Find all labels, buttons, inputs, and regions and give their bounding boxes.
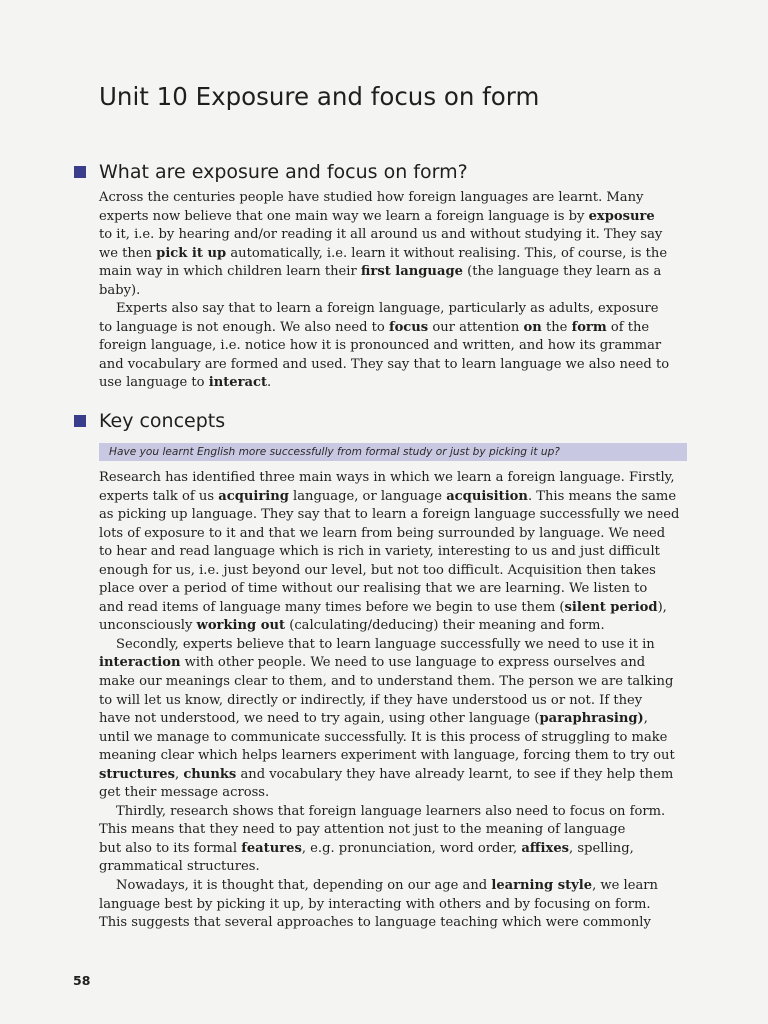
text-run: , we learn [592, 878, 658, 894]
key-term: learning style [491, 878, 593, 894]
text-line [99, 896, 679, 915]
text-run: Experts also say that to learn a foreign language, particularly as adults, exposure [116, 301, 659, 317]
text-line [99, 226, 679, 245]
text-run: the [541, 319, 572, 335]
text-run: This suggests that several approaches to language teaching which were commonly [99, 915, 651, 931]
key-term: paraphrasing) [539, 711, 644, 727]
text-line [99, 580, 679, 599]
text-run: our attention [428, 319, 524, 335]
text-line [99, 300, 679, 319]
text-run: This means that they need to pay attention not just to the meaning of language [99, 822, 626, 838]
key-term: pick it up [156, 245, 227, 261]
text-run: use language to [99, 375, 209, 391]
text-line [99, 877, 679, 896]
text-line [99, 245, 679, 264]
text-run: experts talk of us [99, 488, 219, 504]
text-line [99, 617, 679, 636]
text-run: baby). [99, 282, 141, 298]
text-run: and read items of language many times before we begin to use them ( [99, 599, 565, 615]
text-line [99, 506, 679, 525]
square-bullet-icon [74, 415, 86, 427]
text-run: ), [657, 599, 667, 615]
text-line [99, 858, 679, 877]
text-run: . [267, 375, 272, 391]
text-line [99, 673, 679, 692]
text-line [99, 766, 679, 785]
section-heading-exposure [74, 161, 468, 183]
text-line [99, 525, 679, 544]
section-heading-key-concepts [74, 410, 225, 432]
text-line [99, 914, 679, 933]
text-line [99, 599, 679, 618]
text-run: Nowadays, it is thought that, depending on our age and [116, 878, 492, 894]
key-term: form [571, 319, 607, 335]
key-term: exposure [588, 208, 655, 224]
text-run: foreign language, i.e. notice how it is pronounced and written, and how its grammar [99, 338, 662, 354]
key-term: working out [196, 618, 286, 634]
page-number: 58 [73, 973, 91, 988]
reflection-question: Have you learnt English more successfully from formal study or just by picking it up? [99, 443, 687, 461]
text-run: enough for us, i.e. just beyond our level, but not too difficult. Acquisition then takes [99, 562, 656, 578]
text-run: get their message across. [99, 785, 270, 801]
text-line [99, 821, 679, 840]
text-run: to language is not enough. We also need to [99, 319, 389, 335]
text-line [99, 692, 679, 711]
text-line [99, 840, 679, 859]
key-term: on [523, 319, 542, 335]
text-run: experts now believe that one main way we learn a foreign language is by [99, 208, 589, 224]
key-term: focus [388, 319, 429, 335]
text-line [99, 710, 679, 729]
text-run: . This means the same [527, 488, 677, 504]
text-run: , [643, 711, 648, 727]
text-line [99, 208, 679, 227]
text-run: grammatical structures. [99, 859, 260, 875]
text-run: (calculating/deducing) their meaning and form. [285, 618, 605, 634]
text-run: , e.g. pronunciation, word order, [301, 840, 522, 856]
text-run: as picking up language. They say that to learn a foreign language successfully we need [99, 507, 680, 523]
text-line [99, 263, 679, 282]
key-term: chunks [183, 766, 237, 782]
text-run: unconsciously [99, 618, 197, 634]
text-run: to hear and read language which is rich in variety, interesting to us and just difficult [99, 544, 660, 560]
text-run: have not understood, we need to try again, using other language ( [99, 711, 540, 727]
text-run: make our meanings clear to them, and to understand them. The person we are talking [99, 674, 674, 690]
text-line [99, 282, 679, 301]
key-term: features [241, 840, 302, 856]
key-term: silent period [564, 599, 658, 615]
text-line [99, 562, 679, 581]
key-term: first language [360, 264, 463, 280]
key-term: structures [99, 766, 175, 782]
text-line [99, 319, 679, 338]
text-run: (the language they learn as a [462, 264, 662, 280]
text-run: meaning clear which helps learners experiment with language, forcing them to try out [99, 748, 675, 764]
text-run: lots of exposure to it and that we learn from being surrounded by language. We need [99, 525, 666, 541]
text-line [99, 784, 679, 803]
text-run: , [174, 766, 184, 782]
text-line [99, 337, 679, 356]
text-line [99, 803, 679, 822]
text-run: to it, i.e. by hearing and/or reading it all around us and without studying it. They say [99, 227, 663, 243]
text-line [99, 543, 679, 562]
square-bullet-icon [74, 166, 86, 178]
text-run: to will let us know, directly or indirectly, if they have understood us or not. If they [99, 692, 643, 708]
key-term: acquiring [218, 488, 289, 504]
text-line [99, 729, 679, 748]
text-run: and vocabulary are formed and used. They say that to learn language we also need to [99, 356, 670, 372]
text-run: language best by picking it up, by interacting with others and by focusing on form. [99, 896, 651, 912]
text-run: place over a period of time without our realising that we are learning. We listen to [99, 581, 648, 597]
text-line [99, 747, 679, 766]
text-run: Across the centuries people have studied how foreign languages are learnt. Many [99, 190, 644, 205]
text-line [99, 654, 679, 673]
section-heading-text: Key concepts [99, 410, 226, 432]
text-run: with other people. We need to use language to express ourselves and [180, 655, 646, 671]
text-run: language, or language [288, 488, 447, 504]
text-run: but also to its formal [99, 840, 242, 856]
text-run: , spelling, [569, 840, 634, 856]
text-run: Secondly, experts believe that to learn language successfully we need to use it in [116, 636, 655, 652]
text-run: we then [99, 245, 157, 261]
section-heading-text: What are exposure and focus on form? [99, 161, 468, 183]
unit-title: Unit 10 Exposure and focus on form [99, 82, 540, 111]
text-run: until we manage to communicate successfully. It is this process of struggling to make [99, 729, 668, 745]
key-term: interaction [99, 655, 181, 671]
text-line [99, 189, 679, 208]
text-line [99, 356, 679, 375]
text-run: Research has identified three main ways in which we learn a foreign language. Firstly, [99, 470, 675, 485]
text-run: and vocabulary they have already learnt, to see if they help them [236, 766, 674, 782]
text-run: main way in which children learn their [99, 264, 361, 280]
key-term: affixes [521, 840, 570, 856]
exposure-body-text [99, 189, 679, 393]
text-line [99, 636, 679, 655]
text-line [99, 469, 679, 488]
text-run: Thirdly, research shows that foreign language learners also need to focus on form. [116, 803, 666, 819]
text-run: automatically, i.e. learn it without realising. This, of course, is the [226, 245, 668, 261]
key-term: acquisition [446, 488, 528, 504]
text-line [99, 374, 679, 393]
key-term: interact [208, 375, 267, 391]
text-run: of the [606, 319, 650, 335]
text-line [99, 488, 679, 507]
key-concepts-body-text [99, 469, 679, 933]
